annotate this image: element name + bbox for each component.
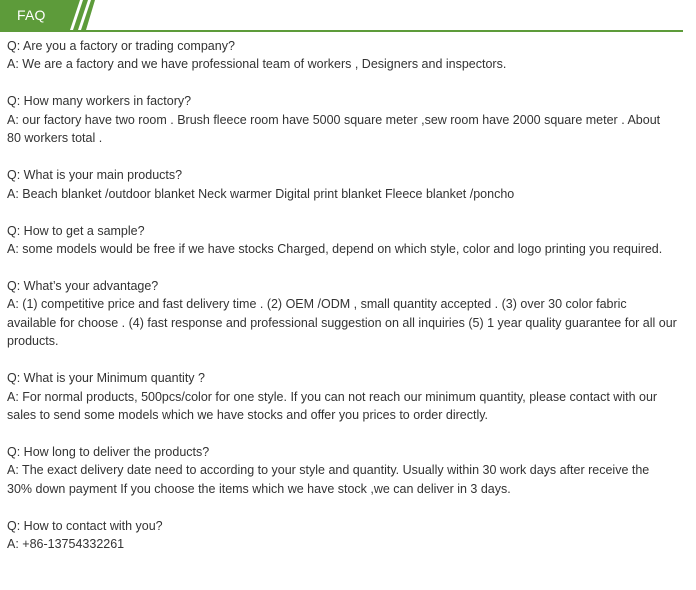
faq-question: Q: How long to deliver the products? [7,445,210,460]
faq-header [0,0,683,32]
faq-item [7,222,677,259]
faq-item [7,92,677,147]
faq-question: Q: What is your Minimum quantity ? [7,371,205,386]
faq-question: Q: How many workers in factory? [7,94,192,109]
faq-tab-shape [0,0,95,30]
faq-item [7,277,677,351]
faq-item [7,369,677,424]
faq-answer: A: We are a factory and we have professional team of workers , Designers and inspectors. [7,57,507,72]
faq-answer: A: some models would be free if we have stocks Charged, depend on which style, color and logo printing you required. [7,242,663,257]
faq-question: Q: What’s your advantage? [7,279,159,294]
faq-answer: A: (1) competitive price and fast delivery time . (2) OEM /ODM , small quantity accepted . (3) over 30 color fabric available for choose . (4) fast response and professional suggestion on all inquiries (5) 1 year quality guarantee for all our products. [7,297,677,349]
faq-answer: A: +86-13754332261 [7,537,125,552]
faq-tab [0,0,95,30]
faq-answer-line: A: our factory have two room . Brush fleece room have 5000 square meter ,sew room have 2000 square meter . About [7,112,661,127]
faq-answer-line: 80 workers total . [7,131,103,146]
faq-list [7,37,677,572]
faq-title: FAQ [17,7,46,23]
faq-answer: A: The exact delivery date need to according to your style and quantity. Usually within 30 work days after receive the 30% down payment If you choose the items which we have stock ,we can deliver in 3 days. [7,463,650,496]
faq-answer: A: For normal products, 500pcs/color for one style. If you can not reach our minimum quantity, please contact with our sales to send some models which we have stocks and offer you prices to order directly. [7,389,658,423]
faq-question: Q: How to get a sample? [7,223,145,238]
faq-question: Q: Are you a factory or trading company? [7,39,235,53]
faq-question: Q: What is your main products? [7,168,183,183]
faq-answer: A: Beach blanket /outdoor blanket Neck warmer Digital print blanket Fleece blanket /poncho [7,186,515,201]
faq-question: Q: How to contact with you? [7,518,163,533]
faq-item [7,443,677,498]
faq-item [7,37,677,74]
faq-item [7,166,677,203]
faq-item [7,517,677,554]
